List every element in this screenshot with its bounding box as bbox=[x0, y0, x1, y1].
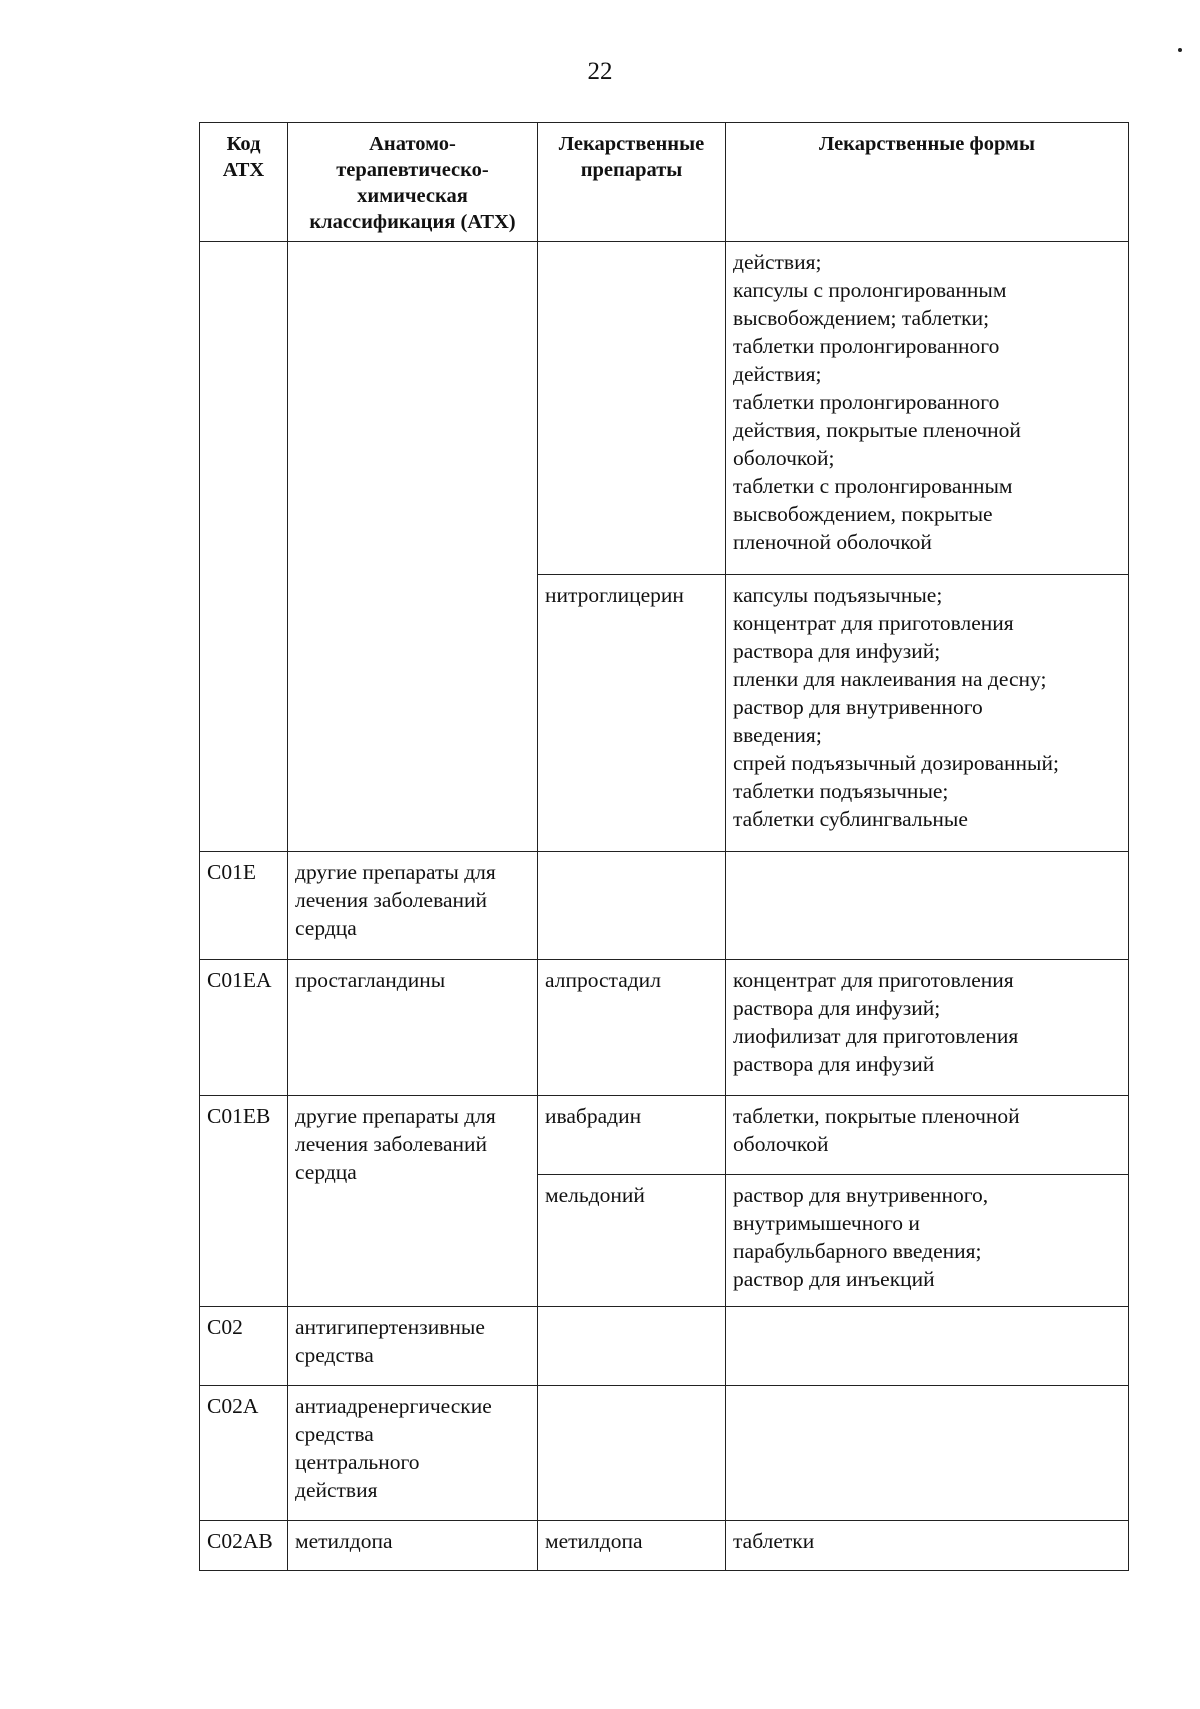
cell-code: C02A bbox=[200, 1386, 288, 1521]
table-row bbox=[200, 1307, 1129, 1386]
cell-classification: другие препараты для лечения заболеваний сердца bbox=[288, 1096, 538, 1307]
cell-code: C01EB bbox=[200, 1096, 288, 1307]
cell-drug bbox=[538, 242, 726, 575]
table-row bbox=[200, 852, 1129, 960]
table-row bbox=[200, 1386, 1129, 1521]
table-row bbox=[200, 1521, 1129, 1571]
cell-drug: алпростадил bbox=[538, 960, 726, 1096]
cell-code: C01E bbox=[200, 852, 288, 960]
cell-forms bbox=[726, 1307, 1129, 1386]
scan-speck bbox=[1178, 48, 1182, 52]
table-row bbox=[200, 1096, 1129, 1175]
cell-code: C02AB bbox=[200, 1521, 288, 1571]
cell-forms bbox=[726, 852, 1129, 960]
cell-drug bbox=[538, 852, 726, 960]
cell-forms: концентрат для приготовления раствора для инфузий; лиофилизат для приготовления раствора для инфузий bbox=[726, 960, 1129, 1096]
cell-classification: простагландины bbox=[288, 960, 538, 1096]
atx-drug-table bbox=[199, 122, 1129, 1571]
header-drugs: Лекарственные препараты bbox=[538, 123, 726, 242]
cell-forms: раствор для внутривенного, внутримышечного и парабульбарного введения; раствор для инъекций bbox=[726, 1175, 1129, 1307]
page-number: 22 bbox=[587, 58, 613, 85]
cell-code bbox=[200, 242, 288, 852]
table-row bbox=[200, 242, 1129, 575]
cell-code: C02 bbox=[200, 1307, 288, 1386]
table-header-row bbox=[200, 123, 1129, 242]
header-forms: Лекарственные формы bbox=[726, 123, 1129, 242]
cell-drug: мельдоний bbox=[538, 1175, 726, 1307]
header-classification: Анатомо- терапевтическо- химическая классификация (АТХ) bbox=[288, 123, 538, 242]
cell-forms: действия; капсулы с пролонгированным высвобождением; таблетки; таблетки пролонгированного действия; таблетки пролонгированного действия, покрытые пленочной оболочкой; таблетки с пролонгированным высвобождением, покрытые пленочной оболочкой bbox=[726, 242, 1129, 575]
cell-drug: нитроглицерин bbox=[538, 575, 726, 852]
cell-drug: ивабрадин bbox=[538, 1096, 726, 1175]
cell-forms: таблетки, покрытые пленочной оболочкой bbox=[726, 1096, 1129, 1175]
cell-classification: антигипертензивные средства bbox=[288, 1307, 538, 1386]
cell-forms: капсулы подъязычные; концентрат для приготовления раствора для инфузий; пленки для наклеивания на десну; раствор для внутривенного введения; спрей подъязычный дозированный; таблетки подъязычные; таблетки сублингвальные bbox=[726, 575, 1129, 852]
cell-forms bbox=[726, 1386, 1129, 1521]
cell-classification: метилдопа bbox=[288, 1521, 538, 1571]
cell-forms: таблетки bbox=[726, 1521, 1129, 1571]
cell-drug: метилдопа bbox=[538, 1521, 726, 1571]
cell-classification bbox=[288, 242, 538, 852]
cell-drug bbox=[538, 1307, 726, 1386]
header-code: Код АТХ bbox=[200, 123, 288, 242]
cell-code: C01EA bbox=[200, 960, 288, 1096]
cell-classification: антиадренергические средства центрального действия bbox=[288, 1386, 538, 1521]
cell-classification: другие препараты для лечения заболеваний сердца bbox=[288, 852, 538, 960]
cell-drug bbox=[538, 1386, 726, 1521]
table-row bbox=[200, 960, 1129, 1096]
